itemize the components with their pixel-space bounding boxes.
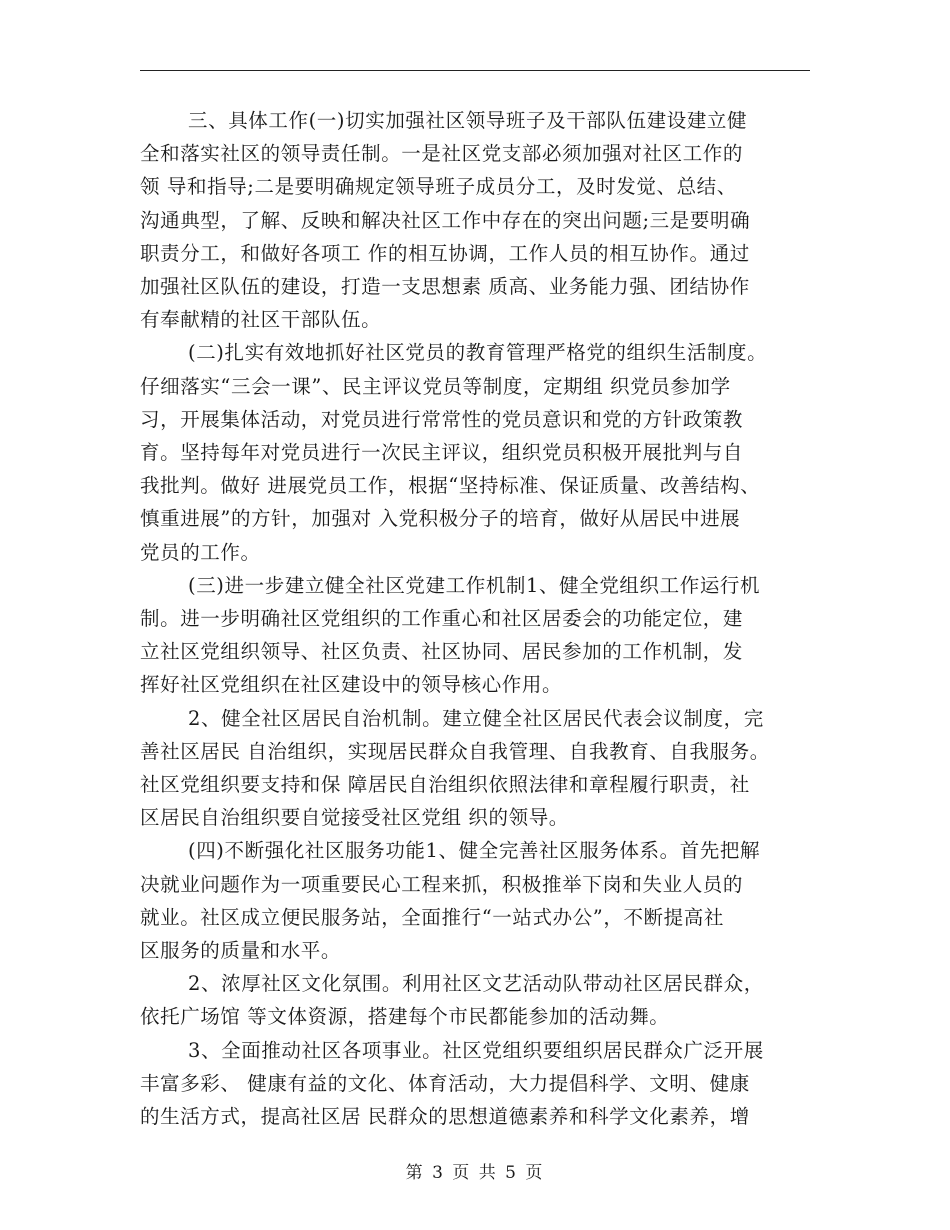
text-line: (二)扎实有效地抓好社区党员的教育管理严格党的组织生活制度。 (188, 341, 768, 365)
paragraph (140, 834, 812, 967)
text-line: 社区党组织要支持和保 障居民自治组织依照法律和章程履行职责，社 (140, 773, 750, 797)
text-line: 依托广场馆 等文体资源，搭建每个市民都能参加的活动舞。 (140, 1005, 670, 1029)
paragraph (140, 336, 812, 568)
text-line: 挥好社区党组织在社区建设中的领导核心作用。 (140, 673, 563, 697)
text-line: 仔细落实“三会一课”、民主评议党员等制度，定期组 织党员参加学 (140, 374, 731, 398)
paragraph (140, 967, 812, 1033)
text-line: 的生活方式，提高社区居 民群众的思想道德素养和科学文化素养，增 (140, 1105, 750, 1129)
text-line: (四)不断强化社区服务功能1、健全完善社区服务体系。首先把解 (188, 839, 761, 863)
paragraph (140, 569, 812, 702)
paragraph (140, 104, 812, 336)
text-line: 立社区党组织领导、社区负责、社区协同、居民参加的工作机制，发 (140, 640, 744, 664)
text-line: 沟通典型，了解、反映和解决社区工作中存在的突出问题;三是要明确 (140, 208, 751, 232)
text-line: 善社区居民 自治组织，实现居民群众自我管理、自我教育、自我服务。 (140, 739, 770, 763)
text-line: 全和落实社区的领导责任制。一是社区党支部必须加强对社区工作的 (140, 142, 744, 166)
text-line: 2、健全社区居民自治机制。建立健全社区居民代表会议制度，完 (188, 706, 764, 730)
text-line: 职责分工，和做好各项工 作的相互协调，工作人员的相互协作。通过 (140, 241, 750, 265)
text-line: 区服务的质量和水平。 (140, 939, 342, 963)
header-rule (140, 70, 810, 71)
page-number: 第 3 页 共 5 页 (405, 1163, 545, 1183)
text-line: 有奉献精的社区干部队伍。 (140, 308, 382, 332)
text-line: 慎重进展”的方针，加强对 入党积极分子的培育，做好从居民中进展 (140, 507, 741, 531)
paragraph (140, 702, 812, 835)
text-line: 制。进一步明确社区党组织的工作重心和社区居委会的功能定位，建 (140, 607, 744, 631)
text-line: 育。坚持每年对党员进行一次民主评议，组织党员积极开展批判与自 (140, 441, 744, 465)
paragraph (140, 1034, 812, 1134)
text-line: 3、全面推动社区各项事业。社区党组织要组织居民群众广泛开展 (188, 1038, 764, 1062)
text-line: 领 导和指导;二是要明确规定领导班子成员分工，及时发觉、总结、 (140, 175, 737, 199)
text-line: 决就业问题作为一项重要民心工程来抓，积极推举下岗和失业人员的 (140, 872, 744, 896)
text-line: 我批判。做好 进展党员工作，根据“坚持标准、保证质量、改善结构、 (140, 474, 761, 498)
text-line: 丰富多彩、 健康有益的文化、体育活动，大力提倡科学、文明、健康 (140, 1071, 750, 1095)
body-text (140, 104, 812, 1133)
text-line: 三、具体工作(一)切实加强社区领导班子及干部队伍建设建立健 (188, 109, 748, 132)
text-line: 就业。社区成立便民服务站，全面推行“一站式办公”，不断提高社 (140, 905, 724, 929)
text-line: 加强社区队伍的建设，打造一支思想素 质高、业务能力强、团结协作 (140, 275, 750, 299)
text-line: (三)进一步建立健全社区党建工作机制1、健全党组织工作运行机 (188, 573, 761, 597)
text-line: 党员的工作。 (140, 540, 261, 564)
text-line: 习，开展集体活动，对党员进行常常性的党员意识和党的方针政策教 (140, 407, 744, 431)
text-line: 区居民自治组织要自觉接受社区党组 织的领导。 (140, 806, 569, 830)
text-line: 2、浓厚社区文化氛围。利用社区文艺活动队带动社区居民群众， (188, 972, 764, 996)
